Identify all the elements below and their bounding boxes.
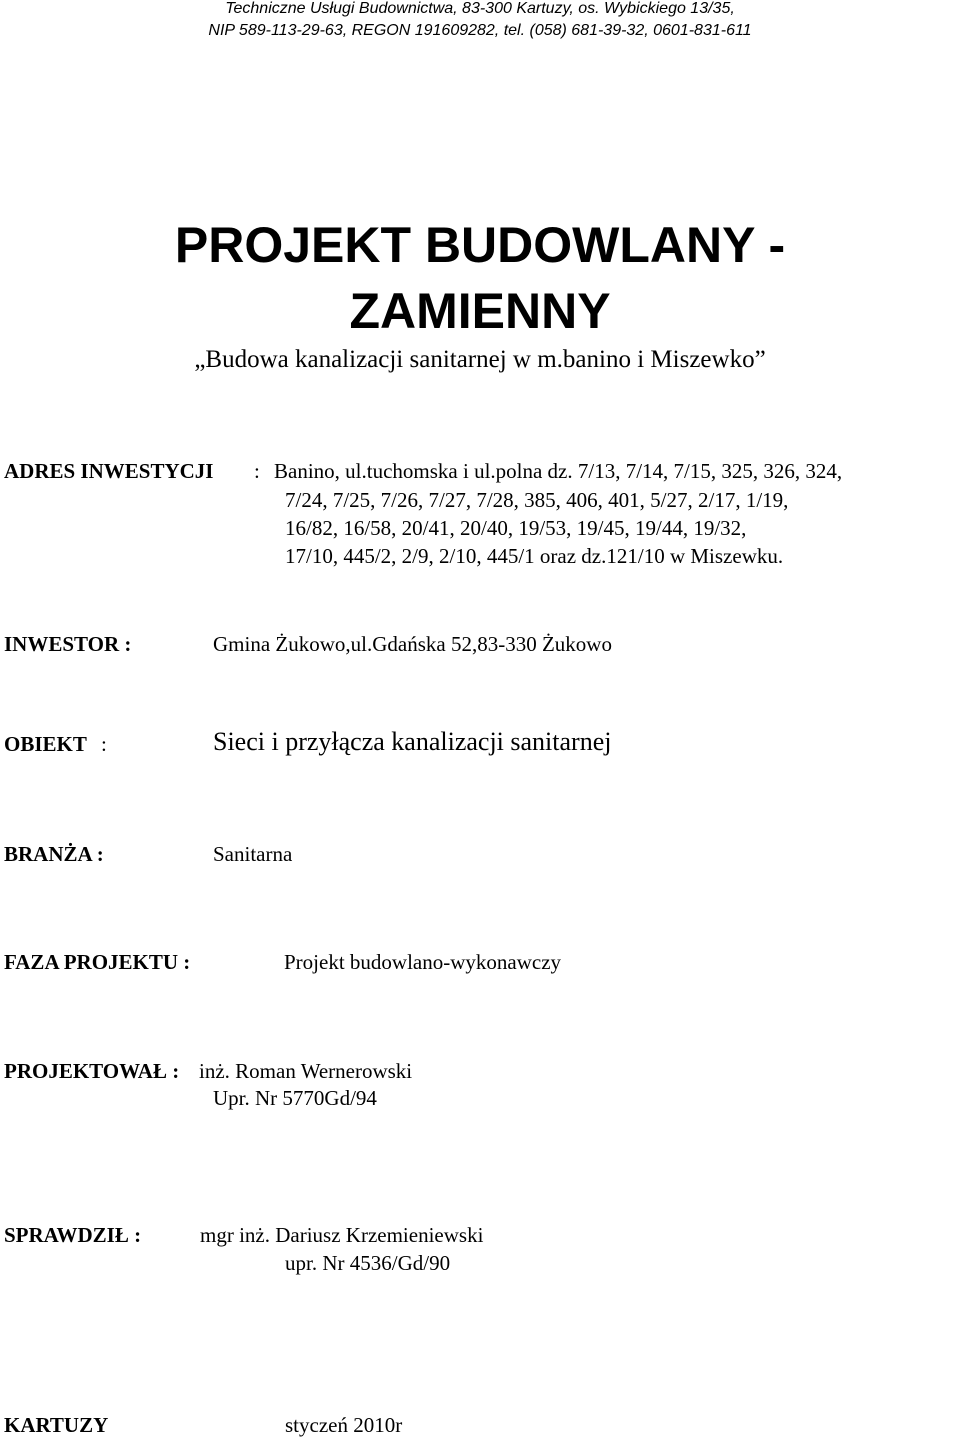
- checker-license: upr. Nr 4536/Gd/90: [285, 1251, 451, 1275]
- phase-label: FAZA PROJEKTU :: [4, 950, 191, 974]
- designer-label: PROJEKTOWAŁ :: [4, 1059, 180, 1083]
- object-value: Sieci i przyłącza kanalizacji sanitarnej: [213, 727, 612, 756]
- designer-license: Upr. Nr 5770Gd/94: [213, 1086, 377, 1110]
- checker-label: SPRAWDZIŁ :: [4, 1223, 142, 1247]
- checker-name: mgr inż. Dariusz Krzemieniewski: [200, 1223, 484, 1247]
- document-title-line-2: ZAMIENNY: [349, 283, 611, 339]
- branch-value: Sanitarna: [213, 842, 293, 866]
- company-header-line-1: Techniczne Usługi Budownictwa, 83-300 Kartuzy, os. Wybickiego 13/35,: [225, 0, 735, 17]
- address-separator: :: [254, 459, 260, 483]
- address-line-4: 17/10, 445/2, 2/9, 2/10, 445/1 oraz dz.121/10 w Miszewku.: [285, 544, 784, 568]
- object-separator: :: [101, 732, 107, 756]
- address-line-2: 7/24, 7/25, 7/26, 7/27, 7/28, 385, 406, 401, 5/27, 2/17, 1/19,: [285, 488, 789, 512]
- address-line-3: 16/82, 16/58, 20/41, 20/40, 19/53, 19/45, 19/44, 19/32,: [285, 516, 747, 540]
- footer-place: KARTUZY: [4, 1413, 109, 1437]
- branch-label: BRANŻA :: [4, 842, 104, 866]
- document-title-line-1: PROJEKT BUDOWLANY -: [174, 217, 786, 273]
- object-label: OBIEKT: [4, 732, 87, 756]
- address-label: ADRES INWESTYCJI: [4, 459, 214, 483]
- project-subtitle: „Budowa kanalizacji sanitarnej w m.banino i Miszewko”: [194, 346, 766, 373]
- company-header-line-2: NIP 589-113-29-63, REGON 191609282, tel. (058) 681-39-32, 0601-831-611: [208, 22, 752, 39]
- footer-date: styczeń 2010r: [285, 1413, 403, 1437]
- designer-name: inż. Roman Wernerowski: [199, 1059, 413, 1083]
- phase-value: Projekt budowlano-wykonawczy: [284, 950, 562, 974]
- address-line-1: Banino, ul.tuchomska i ul.polna dz. 7/13, 7/14, 7/15, 325, 326, 324,: [274, 459, 843, 483]
- investor-label: INWESTOR :: [4, 632, 132, 656]
- investor-value: Gmina Żukowo,ul.Gdańska 52,83-330 Żukowo: [213, 632, 612, 656]
